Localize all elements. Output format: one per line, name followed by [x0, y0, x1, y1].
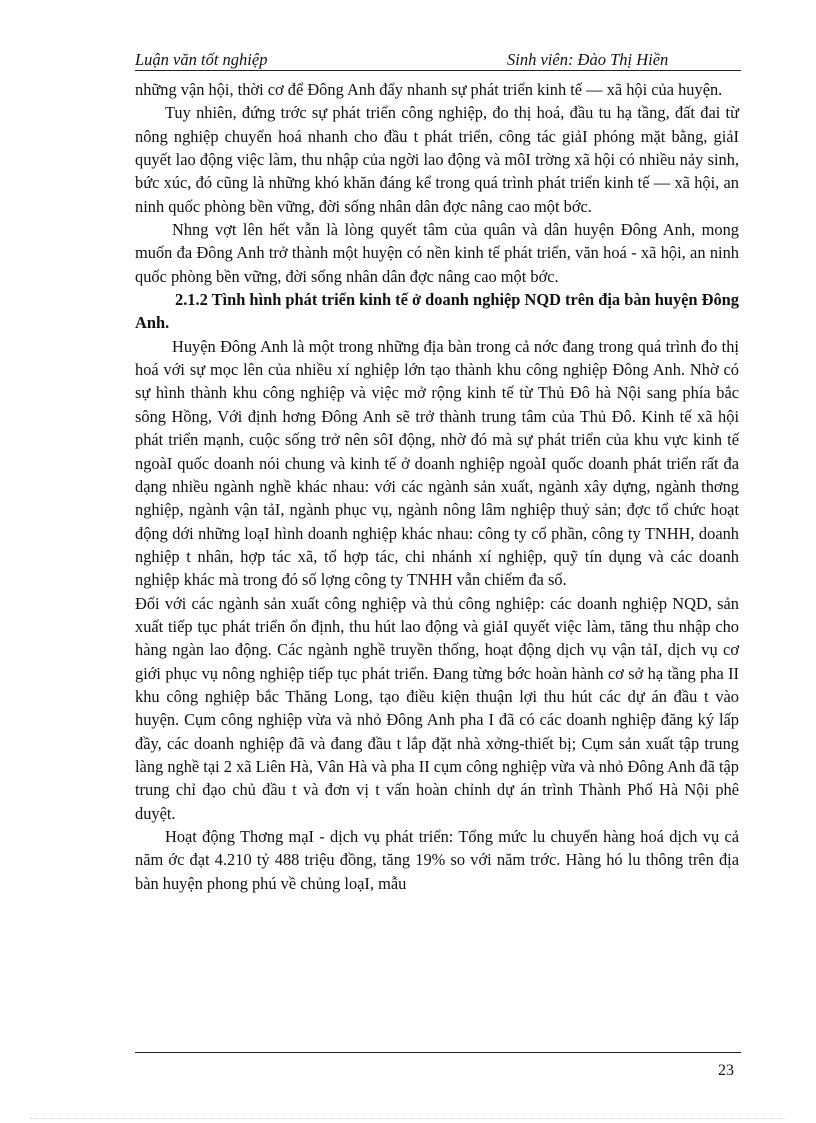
header-thesis-label: Luận văn tốt nghiệp — [135, 50, 268, 69]
paragraph: Huyện Đông Anh là một trong những địa bàn trong cả nớc đang trong quá trình đo thị hoá với sự mọc lên của nhiều xí nghiệp lớn tạo thành khu công nghiệp Đông Anh. Nhờ có sự hình thành khu công nghiệp và việc mở rộng kinh tế từ Thủ Đô hà Nội sang phía bắc sông Hồng, Với định hơng Đông Anh sẽ trở thành trung tâm của Thủ Đô. Kinh tế xã hội phát triển mạnh, cuộc sống trở nên sôI động, nhờ đó mà sự phát triển của khu vực kinh tế ngoàI quốc doanh nói chung và kinh tế ở doanh nghiệp ngoàI quốc doanh phát triển rất đa dạng nhiều ngành nghề khác nhau: với các ngành sản xuất, ngành xây dựng, ngành thơng nghiệp, ngành vận tảI, ngành phục vụ, ngành nông lâm nghiệp thuỷ sản; đợc tổ chức hoạt động dới những loạI hình doanh nghiệp khác nhau: công ty cổ phần, công ty TNHH, doanh nghiệp t nhân, hợp tác xã, tổ hợp tác, chi nhánh xí nghiệp, quỹ tín dụng và các doanh nghiệp khác mà trong đó số lợng công ty TNHH vẫn chiếm đa số. — [135, 336, 739, 590]
page-bottom-divider — [30, 1118, 786, 1119]
footer-rule — [135, 1052, 741, 1053]
header-student-name: Sinh viên: Đào Thị Hiền — [507, 50, 669, 69]
page-header — [135, 48, 741, 71]
page-number: 23 — [718, 1062, 734, 1079]
document-body — [135, 78, 739, 895]
paragraph: Tuy nhiên, đứng trớc sự phát triển công nghiệp, đo thị hoá, đầu tu hạ tầng, đất đai từ nông nghiệp chuyển hoá nhanh cho đầu t phát triển, công tác giảI phóng mặt bằng, giảI quyết lao động việc làm, thu nhập của ngời lao động và môI trờng xã hội có nhiều nảy sinh, bức xúc, đó cũng là những khó khăn đáng kể trong quá trình phát triển kinh tế — xã hội, an ninh quốc phòng bền vững, đời sống nhân dân đợc nâng cao một bớc. — [135, 103, 739, 216]
paragraph: Đối với các ngành sản xuất công nghiệp và thủ công nghiệp: các doanh nghiệp NQD, sản xuất tiếp tục phát triển ổn định, thu hút lao động và giảI quyết việc làm, tăng thu nhập cho hàng ngàn lao động. Các ngành nghề truyền thống, hoạt động dịch vụ vận tảI, dịch vụ cơ giới phục vụ nông nghiệp tiếp tục phát triển. Đang từng bớc hoàn hành cơ sở hạ tầng pha II khu công nghiệp bắc Thăng Long, tạo điều kiện thuận lợi thu hút các dự án đầu t vào huyện. Cụm công nghiệp vừa và nhỏ Đông Anh pha I đã có các doanh nghiệp đăng ký lấp đầy, các doanh nghiệp đã và đang đầu t lắp đặt nhà xởng-thiết bị; Cụm sản xuất tập trung làng nghề tại 2 xã Liên Hà, Vân Hà và pha II cụm công nghiệp vừa và nhỏ Đông Anh đã tập trung chỉ đạo chủ đầu t và đơn vị t vấn hoàn chỉnh dự án trình Thành Phố Hà Nội phê duyệt. — [135, 593, 739, 823]
paragraph: Hoạt động Thơng mạI - dịch vụ phát triển: Tổng mức lu chuyển hàng hoá dịch vụ cả năm ớc đạt 4.210 tỷ 488 triệu đồng, tăng 19% so với năm trớc. Hàng hó lu thông trên địa bàn huyện phong phú về chủng loạI, mẫu — [135, 827, 739, 893]
paragraph-continuation: những vận hội, thời cơ để Đông Anh đẩy nhanh sự phát triển kinh tế — xã hội của huyện. — [135, 80, 723, 99]
section-heading: 2.1.2 Tình hình phát triển kinh tế ở doanh nghiệp NQD trên địa bàn huyện Đông Anh. — [135, 290, 739, 333]
paragraph: Nhng vợt lên hết vẫn là lòng quyết tâm của quân và dân huyện Đông Anh, mong muốn đa Đông Anh trở thành một huyện có nền kinh tế phát triển, văn hoá - xã hội, an ninh quốc phòng bền vững, đời sống nhân dân đợc nâng cao một bớc. — [135, 220, 739, 286]
